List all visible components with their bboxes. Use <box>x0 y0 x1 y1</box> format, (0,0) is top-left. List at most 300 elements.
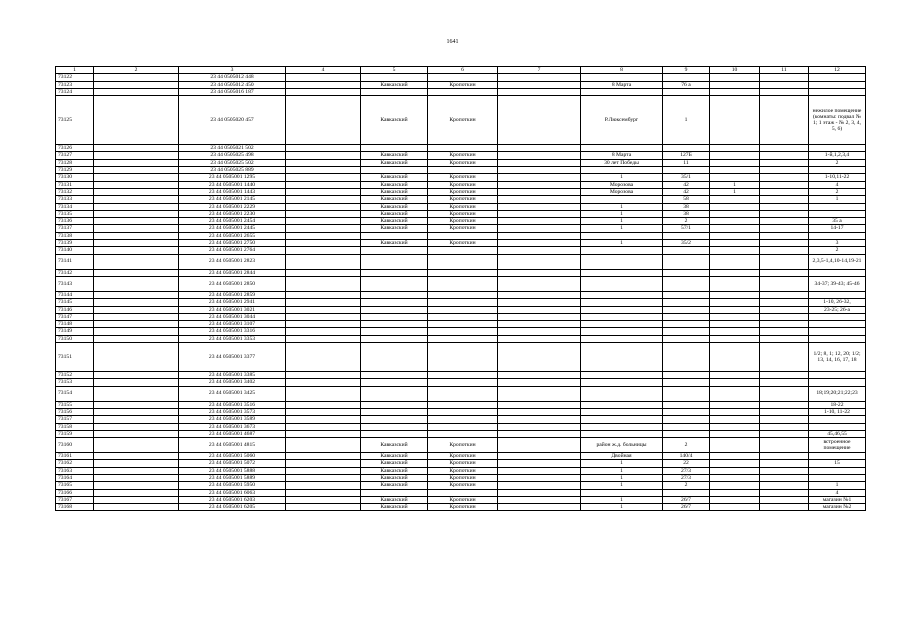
table-cell <box>498 174 581 181</box>
table-cell: 73153 <box>56 379 94 386</box>
table-cell <box>581 321 663 328</box>
table-row <box>56 482 866 489</box>
table-cell: 14-17 <box>809 225 866 232</box>
table-cell <box>663 145 710 152</box>
table-cell <box>710 328 760 335</box>
table-cell: 73149 <box>56 328 94 335</box>
table-cell <box>361 291 428 298</box>
table-cell: 1 <box>581 482 663 489</box>
table-cell: 73133 <box>56 196 94 203</box>
table-cell: Кавказский <box>361 504 428 511</box>
header-row <box>56 67 866 74</box>
table-cell: 23 44 0505001 1440 <box>179 181 286 188</box>
table-cell: 23 44 0505001 2750 <box>179 240 286 247</box>
table-row <box>56 416 866 423</box>
table-row <box>56 386 866 401</box>
table-cell: 23 44 0505001 3516 <box>179 401 286 408</box>
table-cell: 4 <box>809 181 866 188</box>
table-cell: Кропоткин <box>428 210 498 217</box>
table-cell <box>760 74 809 81</box>
table-cell <box>94 313 179 320</box>
table-cell: 73124 <box>56 88 94 95</box>
table-cell <box>663 328 710 335</box>
table-cell <box>710 232 760 239</box>
table-cell <box>809 372 866 379</box>
table-cell: Морозова <box>581 188 663 195</box>
table-cell: 23 44 0505001 5889 <box>179 474 286 481</box>
table-cell: 23 44 0505012 448 <box>179 74 286 81</box>
table-cell <box>286 232 361 239</box>
table-cell <box>286 401 361 408</box>
table-cell <box>663 88 710 95</box>
table-cell <box>760 423 809 430</box>
table-cell <box>760 460 809 467</box>
table-cell: 1 <box>581 203 663 210</box>
table-cell <box>286 408 361 415</box>
table-cell <box>760 379 809 386</box>
table-cell <box>760 372 809 379</box>
table-cell <box>760 467 809 474</box>
table-cell <box>94 174 179 181</box>
table-cell: 1 <box>809 196 866 203</box>
table-cell <box>94 423 179 430</box>
table-cell <box>498 335 581 342</box>
table-row <box>56 474 866 481</box>
table-cell <box>498 430 581 437</box>
table-cell: 35 а <box>809 218 866 225</box>
table-cell <box>663 269 710 276</box>
table-cell <box>710 423 760 430</box>
table-cell: 23 44 0505016 187 <box>179 88 286 95</box>
table-row <box>56 96 866 145</box>
table-cell <box>286 240 361 247</box>
table-cell <box>428 299 498 306</box>
table-cell <box>428 232 498 239</box>
table-cell: 8 Марта <box>581 81 663 88</box>
table-cell <box>428 408 498 415</box>
table-cell: магазин №2 <box>809 504 866 511</box>
table-cell <box>498 467 581 474</box>
table-cell <box>428 372 498 379</box>
table-cell <box>94 181 179 188</box>
table-cell: 26/7 <box>663 504 710 511</box>
table-cell <box>286 474 361 481</box>
table-cell: Р.Люксембург <box>581 96 663 145</box>
table-cell: 30 лет Победы <box>581 159 663 166</box>
table-cell: 23 44 0505001 3573 <box>179 408 286 415</box>
table-cell: 73159 <box>56 430 94 437</box>
table-cell <box>286 276 361 291</box>
table-cell <box>94 343 179 372</box>
table-cell <box>760 240 809 247</box>
table-cell <box>760 81 809 88</box>
table-cell <box>760 474 809 481</box>
table-cell: 2 <box>809 159 866 166</box>
table-row <box>56 343 866 372</box>
table-cell <box>663 343 710 372</box>
table-cell <box>361 343 428 372</box>
table-cell: 23 44 0505001 3044 <box>179 313 286 320</box>
table-cell <box>498 482 581 489</box>
table-cell: 1 <box>581 225 663 232</box>
table-row <box>56 203 866 210</box>
table-cell: Кропоткин <box>428 467 498 474</box>
table-row <box>56 504 866 511</box>
table-cell <box>581 299 663 306</box>
table-cell <box>94 321 179 328</box>
table-cell <box>809 203 866 210</box>
table-cell: 38 <box>663 203 710 210</box>
table-cell: 140/4 <box>663 453 710 460</box>
table-cell <box>361 232 428 239</box>
table-cell <box>286 210 361 217</box>
table-cell <box>760 321 809 328</box>
table-cell: Двойная <box>581 453 663 460</box>
table-cell <box>428 343 498 372</box>
table-cell <box>286 218 361 225</box>
table-cell <box>581 408 663 415</box>
table-cell <box>286 247 361 254</box>
table-cell <box>94 408 179 415</box>
table-cell <box>286 379 361 386</box>
table-cell: 23 44 0505001 2764 <box>179 247 286 254</box>
table-cell <box>663 313 710 320</box>
table-cell <box>809 321 866 328</box>
table-cell: 73156 <box>56 408 94 415</box>
table-cell <box>581 343 663 372</box>
table-cell <box>361 88 428 95</box>
table-row <box>56 328 866 335</box>
table-cell: 73131 <box>56 181 94 188</box>
table-cell: 23 44 0505001 2823 <box>179 254 286 269</box>
table-cell: 8 Марта <box>581 152 663 159</box>
table-cell: Кропоткин <box>428 460 498 467</box>
table-cell: 23 44 0505001 3385 <box>179 372 286 379</box>
table-cell <box>428 88 498 95</box>
table-cell <box>809 81 866 88</box>
table-cell <box>710 438 760 453</box>
table-cell: Кропоткин <box>428 240 498 247</box>
table-cell <box>94 291 179 298</box>
table-cell <box>498 460 581 467</box>
table-cell <box>710 269 760 276</box>
table-cell <box>361 247 428 254</box>
table-row <box>56 335 866 342</box>
table-cell <box>498 196 581 203</box>
table-cell <box>710 240 760 247</box>
table-cell <box>361 379 428 386</box>
table-cell: 73143 <box>56 276 94 291</box>
table-cell <box>809 88 866 95</box>
table-cell <box>94 196 179 203</box>
table-row <box>56 145 866 152</box>
table-cell: Кропоткин <box>428 196 498 203</box>
table-cell: 34-37; 39-43; 45-46 <box>809 276 866 291</box>
table-cell <box>286 174 361 181</box>
table-cell <box>581 247 663 254</box>
table-cell <box>498 416 581 423</box>
table-cell <box>94 81 179 88</box>
table-cell <box>581 423 663 430</box>
table-cell <box>286 291 361 298</box>
table-cell: 23 44 0505001 3589 <box>179 416 286 423</box>
table-cell: 23 44 0505001 2859 <box>179 291 286 298</box>
table-cell: 4 <box>809 489 866 496</box>
table-cell <box>710 474 760 481</box>
table-cell <box>710 343 760 372</box>
table-cell: Кропоткин <box>428 188 498 195</box>
table-cell: 2 <box>663 218 710 225</box>
table-row <box>56 321 866 328</box>
table-cell <box>663 167 710 174</box>
table-row <box>56 306 866 313</box>
table-cell <box>361 423 428 430</box>
table-cell: 23 44 0505001 6205 <box>179 504 286 511</box>
table-cell <box>94 218 179 225</box>
table-cell <box>710 74 760 81</box>
table-cell <box>94 379 179 386</box>
table-row <box>56 291 866 298</box>
table-cell: район ж.д. больницы <box>581 438 663 453</box>
table-cell <box>361 254 428 269</box>
table-cell: 23 44 0505001 3353 <box>179 335 286 342</box>
table-cell <box>663 291 710 298</box>
table-cell <box>94 152 179 159</box>
table-cell: 73140 <box>56 247 94 254</box>
table-cell: 23 44 0505001 4815 <box>179 438 286 453</box>
table-cell: 23 44 0505025 502 <box>179 159 286 166</box>
table-cell <box>286 225 361 232</box>
table-cell <box>710 81 760 88</box>
table-cell <box>710 430 760 437</box>
table-cell <box>760 96 809 145</box>
table-cell <box>760 254 809 269</box>
table-cell <box>760 145 809 152</box>
table-cell <box>286 159 361 166</box>
table-cell: 73142 <box>56 269 94 276</box>
table-cell <box>760 225 809 232</box>
table-cell: 1-й,1,2,3,4 <box>809 152 866 159</box>
table-cell: 2 <box>809 247 866 254</box>
table-cell <box>286 386 361 401</box>
table-row <box>56 188 866 195</box>
table-cell <box>809 328 866 335</box>
table-cell <box>663 430 710 437</box>
table-cell: Кавказский <box>361 210 428 217</box>
table-cell <box>663 306 710 313</box>
table-cell: 22 <box>663 460 710 467</box>
table-cell <box>498 328 581 335</box>
table-cell <box>581 254 663 269</box>
table-cell: 73155 <box>56 401 94 408</box>
table-cell <box>94 474 179 481</box>
table-cell <box>710 489 760 496</box>
table-cell <box>498 453 581 460</box>
table-cell <box>498 386 581 401</box>
column-header: 4 <box>286 67 361 74</box>
table-cell <box>760 152 809 159</box>
table-cell <box>498 313 581 320</box>
table-cell <box>361 306 428 313</box>
table-cell <box>94 299 179 306</box>
table-cell <box>710 225 760 232</box>
table-cell: 23 44 0505001 2655 <box>179 232 286 239</box>
table-cell <box>710 416 760 423</box>
column-header: 12 <box>809 67 866 74</box>
table-cell <box>498 438 581 453</box>
table-cell <box>498 232 581 239</box>
table-cell: 23-25; 26-а <box>809 306 866 313</box>
table-cell: 23 44 0505012 450 <box>179 81 286 88</box>
table-cell: 1/2; 8, 1; 12, 20; 1/2; 13, 14, 16, 17, 18 <box>809 343 866 372</box>
table-cell: 1-10, 11-22 <box>809 408 866 415</box>
table-cell <box>94 96 179 145</box>
table-cell <box>286 489 361 496</box>
table-cell <box>663 232 710 239</box>
table-cell <box>286 372 361 379</box>
table-cell <box>710 210 760 217</box>
table-cell: 127Б <box>663 152 710 159</box>
table-cell <box>286 335 361 342</box>
table-cell <box>428 401 498 408</box>
column-header: 10 <box>710 67 760 74</box>
table-cell <box>760 218 809 225</box>
table-cell <box>809 145 866 152</box>
table-cell <box>94 460 179 467</box>
table-cell <box>94 430 179 437</box>
table-cell <box>94 401 179 408</box>
table-cell <box>286 96 361 145</box>
table-cell: 35/2 <box>663 240 710 247</box>
table-cell: 73146 <box>56 306 94 313</box>
table-cell <box>94 482 179 489</box>
table-cell: 73152 <box>56 372 94 379</box>
table-cell: Кавказский <box>361 467 428 474</box>
table-cell <box>286 74 361 81</box>
table-cell: Кропоткин <box>428 218 498 225</box>
table-cell <box>809 416 866 423</box>
table-cell <box>286 254 361 269</box>
table-cell <box>581 276 663 291</box>
table-cell: Кропоткин <box>428 96 498 145</box>
table-cell <box>428 269 498 276</box>
table-cell <box>581 145 663 152</box>
table-cell: Кавказский <box>361 453 428 460</box>
table-cell <box>663 489 710 496</box>
table-row <box>56 313 866 320</box>
table-cell <box>710 247 760 254</box>
table-cell: Кавказский <box>361 96 428 145</box>
table-row <box>56 467 866 474</box>
table-cell: 73126 <box>56 145 94 152</box>
table-cell <box>94 188 179 195</box>
column-header: 7 <box>498 67 581 74</box>
table-cell <box>498 299 581 306</box>
table-cell: Морозова <box>581 181 663 188</box>
table-cell <box>581 306 663 313</box>
table-cell <box>663 416 710 423</box>
table-cell: 42 <box>663 181 710 188</box>
table-cell: 26/7 <box>663 496 710 503</box>
table-cell <box>760 159 809 166</box>
table-cell: встроенное помещение <box>809 438 866 453</box>
table-cell: Кавказский <box>361 225 428 232</box>
table-cell <box>361 430 428 437</box>
table-cell <box>710 167 760 174</box>
table-cell <box>286 496 361 503</box>
table-cell: 23 44 0505001 2454 <box>179 218 286 225</box>
table-cell <box>94 496 179 503</box>
table-cell <box>361 328 428 335</box>
table-cell: Кропоткин <box>428 203 498 210</box>
table-row <box>56 453 866 460</box>
table-cell <box>94 453 179 460</box>
table-cell <box>286 467 361 474</box>
table-cell <box>286 343 361 372</box>
table-cell <box>94 467 179 474</box>
table-cell <box>428 145 498 152</box>
table-cell <box>663 372 710 379</box>
table-cell: Кавказский <box>361 196 428 203</box>
table-cell <box>809 232 866 239</box>
table-cell: 1 <box>663 96 710 145</box>
table-cell <box>760 306 809 313</box>
column-header: 11 <box>760 67 809 74</box>
table-cell <box>498 218 581 225</box>
table-cell: Кропоткин <box>428 159 498 166</box>
table-cell <box>498 152 581 159</box>
table-cell <box>361 269 428 276</box>
table-cell <box>581 88 663 95</box>
table-cell <box>498 269 581 276</box>
table-cell: 27/3 <box>663 467 710 474</box>
table-cell <box>581 328 663 335</box>
table-cell: 2,3,5-1,4,10-14,19-21 <box>809 254 866 269</box>
table-cell <box>710 145 760 152</box>
table-cell: 73162 <box>56 460 94 467</box>
table-cell <box>94 225 179 232</box>
table-cell: 35/1 <box>663 174 710 181</box>
table-cell <box>94 167 179 174</box>
table-cell: 1 <box>710 188 760 195</box>
table-cell <box>94 504 179 511</box>
table-cell: 23 44 0505001 2850 <box>179 276 286 291</box>
table-cell <box>710 254 760 269</box>
table-cell <box>498 81 581 88</box>
table-cell: 23 44 0505001 3402 <box>179 379 286 386</box>
table-cell: 73122 <box>56 74 94 81</box>
table-cell: 23 44 0505001 3377 <box>179 343 286 372</box>
table-cell <box>94 88 179 95</box>
table-cell <box>710 276 760 291</box>
table-cell <box>361 299 428 306</box>
table-cell: Кропоткин <box>428 174 498 181</box>
table-row <box>56 254 866 269</box>
table-cell <box>286 438 361 453</box>
table-cell <box>286 181 361 188</box>
table-cell <box>663 276 710 291</box>
table-cell <box>581 489 663 496</box>
table-cell <box>710 174 760 181</box>
table-cell: 1 <box>581 210 663 217</box>
table-cell <box>498 372 581 379</box>
table-row <box>56 379 866 386</box>
table-cell <box>286 453 361 460</box>
table-cell <box>498 96 581 145</box>
table-cell: 23 44 0505001 3021 <box>179 306 286 313</box>
table-cell <box>94 416 179 423</box>
table-cell: 23 44 0505021 502 <box>179 145 286 152</box>
